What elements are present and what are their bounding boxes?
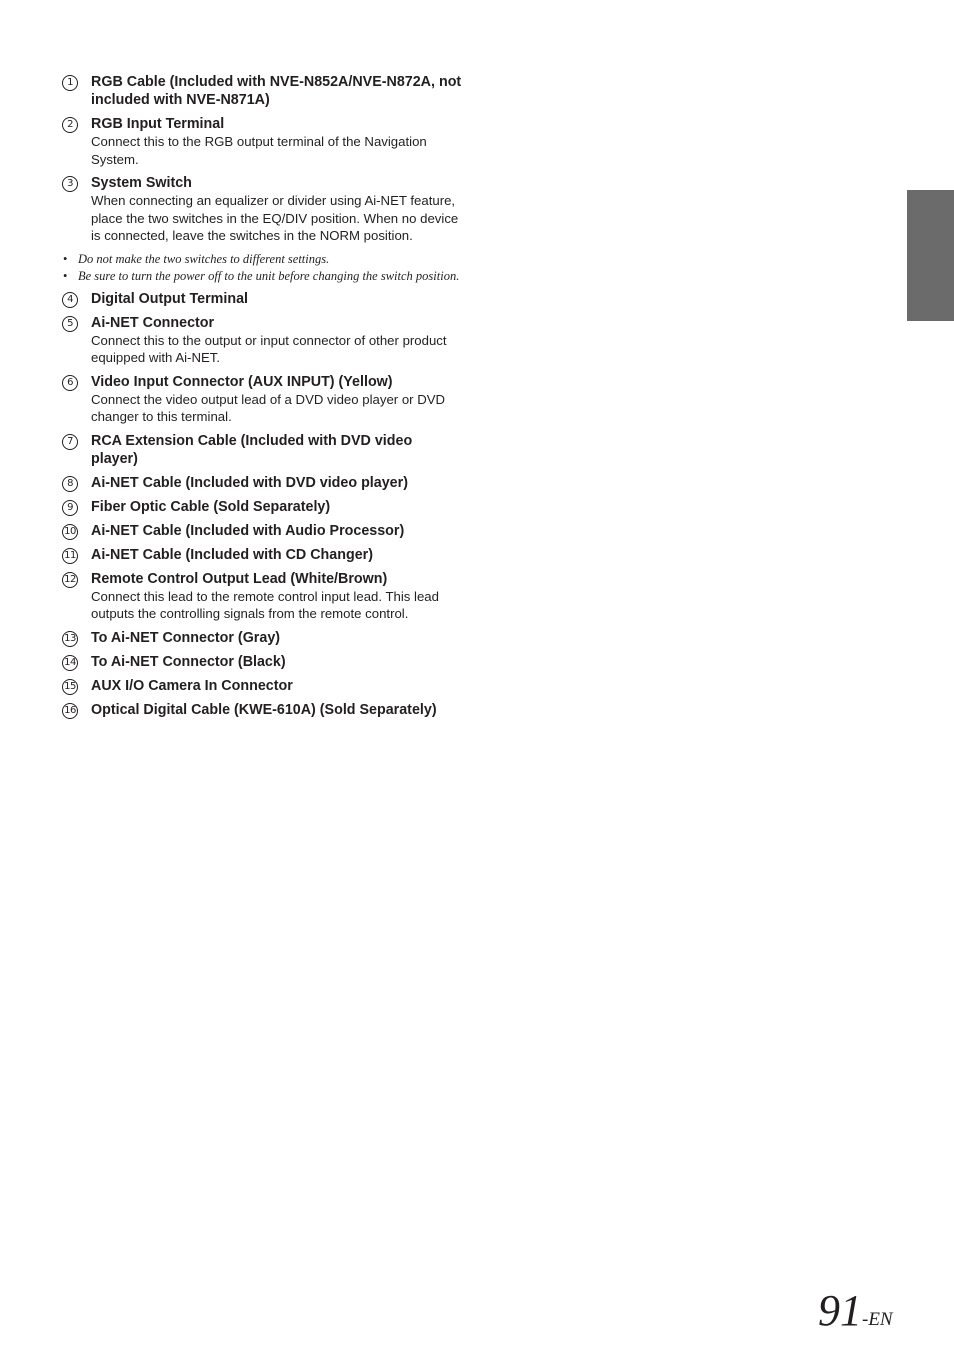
- item-description: Connect this lead to the remote control input lead. This lead outputs the controlling signals from the remote control.: [91, 588, 439, 621]
- note-item: [62, 251, 462, 267]
- item-number-circle: 11: [62, 548, 78, 564]
- item-number-circle: 10: [62, 524, 78, 540]
- legend-item: [62, 629, 462, 647]
- legend-item: [62, 498, 462, 516]
- legend-item: [62, 115, 462, 168]
- item-title: Video Input Connector (AUX INPUT) (Yellow): [91, 373, 393, 390]
- legend-item: [62, 373, 462, 426]
- item-number-circle: 6: [62, 375, 78, 391]
- legend-list-b: [62, 290, 462, 719]
- bullet-icon: •: [63, 268, 68, 283]
- page-number: [818, 1285, 893, 1336]
- item-title: Ai-NET Cable (Included with Audio Processor): [91, 522, 405, 539]
- item-number-circle: 9: [62, 500, 78, 516]
- page-number-value: 91: [818, 1286, 862, 1335]
- section-side-tab: [907, 190, 954, 321]
- item-number-circle: 3: [62, 176, 78, 192]
- item-title: RGB Cable (Included with NVE-N852A/NVE-N872A, not included with NVE-N871A): [91, 74, 462, 108]
- item-description: Connect the video output lead of a DVD video player or DVD changer to this terminal.: [91, 391, 446, 424]
- item-number-circle: 8: [62, 476, 78, 492]
- item-title: AUX I/O Camera In Connector: [91, 677, 293, 694]
- item-number-circle: 14: [62, 655, 78, 671]
- bullet-icon: •: [63, 251, 68, 266]
- item-title: System Switch: [91, 175, 192, 191]
- item-title: Ai-NET Connector: [91, 314, 215, 331]
- note-text: Be sure to turn the power off to the unit before changing the switch position.: [78, 268, 460, 283]
- legend-item: [62, 290, 462, 308]
- item-title: To Ai-NET Connector (Black): [91, 653, 286, 670]
- item-title: Remote Control Output Lead (White/Brown): [91, 570, 388, 587]
- item-title: Digital Output Terminal: [91, 290, 249, 307]
- legend-item: [62, 546, 462, 564]
- page-number-suffix: -EN: [862, 1309, 893, 1330]
- item-number-circle: 13: [62, 631, 78, 647]
- legend-item: [62, 570, 462, 623]
- notes-list: [62, 251, 462, 284]
- legend-item: [62, 73, 462, 109]
- item-number-circle: 15: [62, 679, 78, 695]
- item-number-circle: 1: [62, 75, 78, 91]
- item-number-circle: 16: [62, 703, 78, 719]
- item-title: Fiber Optic Cable (Sold Separately): [91, 498, 331, 515]
- legend-item: [62, 432, 462, 468]
- legend-item: [62, 474, 462, 492]
- item-number-circle: 2: [62, 117, 78, 133]
- note-text: Do not make the two switches to different settings.: [78, 251, 330, 266]
- legend-item: [62, 522, 462, 540]
- legend-list-a: [62, 73, 462, 245]
- legend-item: [62, 701, 462, 719]
- item-title: RCA Extension Cable (Included with DVD video player): [91, 432, 413, 467]
- legend-item: [62, 174, 462, 245]
- item-title: Optical Digital Cable (KWE-610A) (Sold Separately): [91, 701, 437, 718]
- item-title: Ai-NET Cable (Included with CD Changer): [91, 546, 373, 563]
- item-number-circle: 12: [62, 572, 78, 588]
- item-title: Ai-NET Cable (Included with DVD video player): [91, 474, 408, 491]
- legend-item: [62, 677, 462, 695]
- item-title: RGB Input Terminal: [91, 116, 225, 132]
- item-title: To Ai-NET Connector (Gray): [91, 629, 281, 646]
- legend-item: [62, 314, 462, 367]
- note-item: [62, 268, 462, 284]
- item-number-circle: 5: [62, 316, 78, 332]
- legend-item: [62, 653, 462, 671]
- item-description: Connect this to the output or input connector of other product equipped with Ai-NET.: [91, 332, 447, 365]
- item-description: When connecting an equalizer or divider using Ai-NET feature, place the two switches in the EQ/DIV position. When no device is connected, leave the switches in the NORM position.: [91, 193, 459, 243]
- connection-legend: [62, 73, 462, 725]
- item-number-circle: 7: [62, 434, 78, 450]
- item-number-circle: 4: [62, 292, 78, 308]
- item-description: Connect this to the RGB output terminal of the Navigation System.: [91, 134, 427, 167]
